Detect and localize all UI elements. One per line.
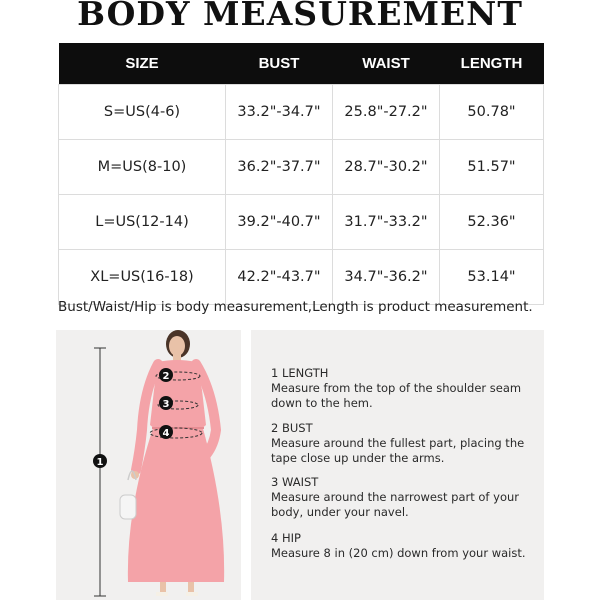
instruction-hip <box>271 531 541 561</box>
cell-bust: 42.2"-43.7" <box>226 250 333 305</box>
cell-size: S=US(4-6) <box>59 85 226 140</box>
table-row <box>59 85 544 140</box>
instruction-heading: 3 WAIST <box>271 475 319 489</box>
header-size: SIZE <box>59 43 226 85</box>
face <box>169 336 185 356</box>
instruction-text: Measure around the fullest part, placing the tape close up under the arms. <box>271 436 525 465</box>
measurement-note: Bust/Waist/Hip is body measurement,Length is product measurement. <box>58 299 533 315</box>
instruction-text: Measure around the narrowest part of your body, under your navel. <box>271 490 519 519</box>
cell-length: 53.14" <box>440 250 544 305</box>
table-row <box>59 250 544 305</box>
cell-length: 52.36" <box>440 195 544 250</box>
cell-length: 50.78" <box>440 85 544 140</box>
marker-2 <box>159 368 173 382</box>
marker-3 <box>159 396 173 410</box>
table-row <box>59 195 544 250</box>
instruction-waist <box>271 475 541 520</box>
cell-bust: 33.2"-34.7" <box>226 85 333 140</box>
cell-waist: 34.7"-36.2" <box>333 250 440 305</box>
svg-text:3: 3 <box>162 399 170 410</box>
cell-size: L=US(12-14) <box>59 195 226 250</box>
instruction-text: Measure from the top of the shoulder seam down to the hem. <box>271 381 522 410</box>
instruction-heading: 4 HIP <box>271 531 301 545</box>
model-figure <box>56 330 241 600</box>
marker-4 <box>159 425 173 439</box>
cell-waist: 31.7"-33.2" <box>333 195 440 250</box>
cell-waist: 28.7"-30.2" <box>333 140 440 195</box>
header-length: LENGTH <box>440 43 544 85</box>
instruction-bust <box>271 421 541 466</box>
cell-waist: 25.8"-27.2" <box>333 85 440 140</box>
page-title: BODY MEASUREMENT <box>77 0 523 33</box>
cell-bust: 39.2"-40.7" <box>226 195 333 250</box>
svg-text:1: 1 <box>96 457 104 468</box>
table-header-row <box>59 43 544 85</box>
instruction-text: Measure 8 in (20 cm) down from your waist. <box>271 546 526 560</box>
svg-text:2: 2 <box>162 371 170 382</box>
instruction-heading: 2 BUST <box>271 421 313 435</box>
instruction-length <box>271 366 541 411</box>
svg-text:4: 4 <box>162 428 170 439</box>
cell-size: M=US(8-10) <box>59 140 226 195</box>
header-bust: BUST <box>226 43 333 85</box>
cell-size: XL=US(16-18) <box>59 250 226 305</box>
cell-length: 51.57" <box>440 140 544 195</box>
header-waist: WAIST <box>333 43 440 85</box>
cell-bust: 36.2"-37.7" <box>226 140 333 195</box>
marker-1 <box>93 454 107 468</box>
size-chart-table <box>58 43 544 305</box>
instruction-heading: 1 LENGTH <box>271 366 329 380</box>
model-figure-panel <box>56 330 241 600</box>
table-row <box>59 140 544 195</box>
handbag <box>120 495 136 519</box>
